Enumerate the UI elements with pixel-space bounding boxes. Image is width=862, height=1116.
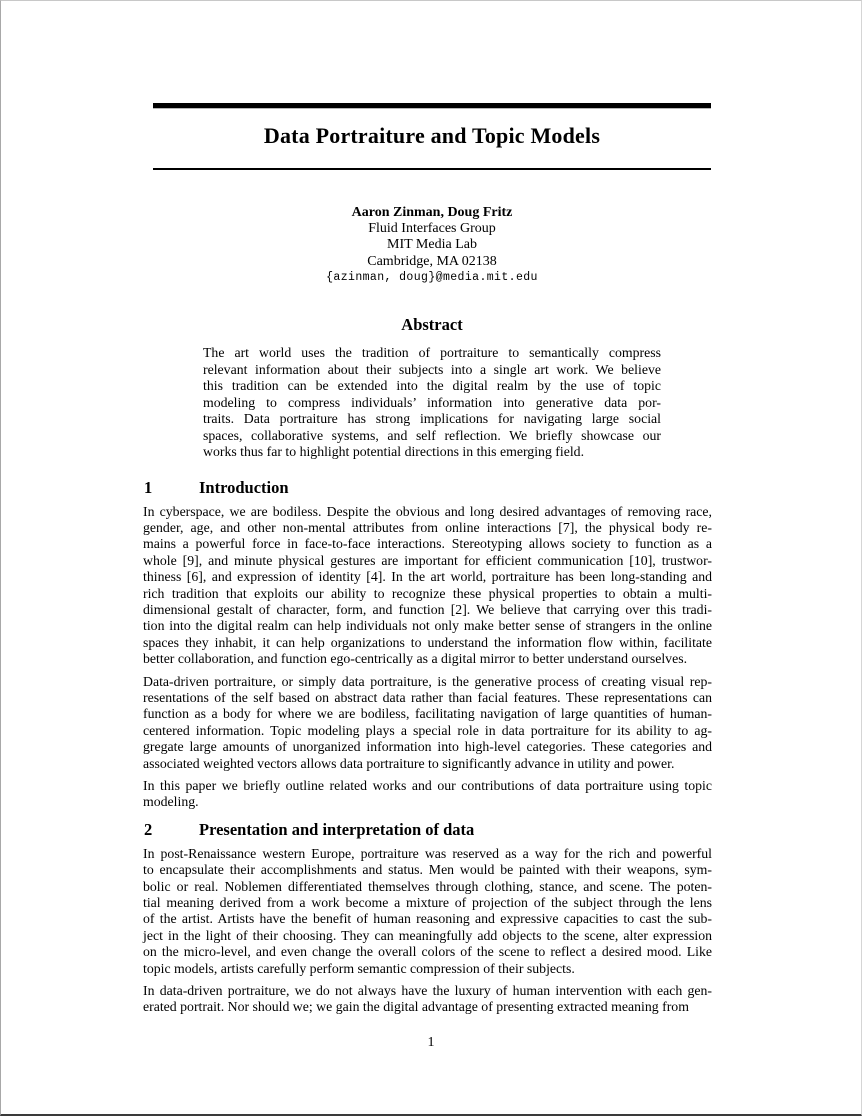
page-number: 1	[427, 1035, 435, 1050]
title-rule-bottom	[153, 168, 711, 170]
text-line: spaces they inhabit, it can help organizations to understand the information flow within, facilitate	[143, 634, 712, 650]
abstract-heading: Abstract	[401, 315, 463, 335]
text-line: on the micro-level, and even change the overall colors of the scene to reflect a desired mood. Like	[143, 944, 712, 960]
text-line: The art world uses the tradition of portraiture to semantically compress	[203, 345, 661, 361]
paper-title: Data Portraiture and Topic Models	[263, 123, 601, 148]
text-line: associated weighted vectors allows data portraiture to significantly advance in utility and power.	[143, 755, 675, 771]
section-1-heading	[144, 478, 712, 498]
paragraph	[143, 983, 712, 1016]
text-line: Data-driven portraiture, or simply data portraiture, is the generative process of creating visual rep-	[143, 673, 712, 689]
text-line: In this paper we briefly outline related works and our contributions of data portraiture using topic	[143, 778, 712, 794]
text-line: whole [9], and minute physical gestures are important for efficient communication [10], trustwor-	[143, 552, 712, 568]
text-column	[143, 1, 712, 1016]
text-line: of the artist. Artists have the benefit of human reasoning and expressive capacities to cast the sub-	[143, 911, 712, 927]
text-line: tion into the digital realm can help individuals not only make better sense of strangers in the online	[143, 618, 712, 634]
author-email: {azinman, doug}@media.mit.edu	[326, 270, 538, 284]
text-line: works thus far to highlight potential directions in this emerging field.	[203, 444, 585, 460]
text-line: this tradition can be extended into the digital realm by the use of topic	[203, 378, 661, 394]
section-2-title: Presentation and interpretation of data	[199, 819, 475, 839]
section-1-number: 1	[144, 477, 153, 497]
text-line: erated portrait. Nor should we; we gain the digital advantage of presenting extracted meaning from	[143, 999, 689, 1015]
text-line: In post-Renaissance western Europe, portraiture was reserved as a way for the rich and powerful	[143, 845, 712, 861]
text-line: mains a powerful force in face-to-face interactions. Stereotyping allows society to function as a	[143, 536, 712, 552]
text-line: function as a body for where we are bodiless, facilitating navigation of large quantities of human-	[143, 706, 712, 722]
text-line: dimensional gestalt of character, form, and function [2]. We believe that carrying over this tradi-	[143, 601, 712, 617]
affiliation-line-city: Cambridge, MA 02138	[367, 253, 497, 269]
paragraph	[143, 504, 712, 668]
text-line: topic models, artists carefully perform semantic compression of their subjects.	[143, 960, 575, 976]
section-1-title: Introduction	[199, 477, 289, 497]
paragraph	[143, 778, 712, 811]
text-line: tial meaning derived from a work become a mixture of projection of the subject through the lens	[143, 895, 712, 911]
paragraph	[143, 846, 712, 977]
text-line: centered information. Topic modeling plays a special role in data portraiture for its ability to ag-	[143, 722, 712, 738]
affiliation-line-group: Fluid Interfaces Group	[368, 221, 496, 237]
text-line: thiness [6], and expression of identity [4]. In the art world, portraiture has been long-standing and	[143, 569, 712, 585]
text-line: better collaboration, and function ego-centrically as a digital mirror to better understand ourselves.	[143, 651, 688, 667]
text-line: In data-driven portraiture, we do not always have the luxury of human intervention with each gen-	[143, 983, 712, 999]
title-rule-top	[153, 103, 711, 109]
text-line: modeling to compress individuals’ information into generative data por-	[203, 394, 661, 410]
text-line: rich tradition that exploits our ability to recognize these physical properties to obtain a multi-	[143, 585, 712, 601]
text-line: to encapsulate their accomplishments and status. Men would be painted with their weapons, sym-	[143, 862, 712, 878]
section-2-heading	[144, 820, 712, 840]
affiliation-line-lab: MIT Media Lab	[387, 237, 477, 253]
text-line: ject in the light of their choosing. They can meaningfully add objects to the scene, alter expression	[143, 927, 712, 943]
author-names: Aaron Zinman, Doug Fritz	[351, 205, 513, 220]
section-2-number: 2	[144, 819, 153, 839]
text-line: gender, age, and other non-mental attributes from online interactions [7], the physical body re-	[143, 519, 712, 535]
text-line: traits. Data portraiture has strong implications for navigating large social	[203, 411, 661, 427]
abstract-text	[203, 345, 661, 461]
text-line: spaces, collaborative systems, and self reflection. We briefly showcase our	[203, 427, 661, 443]
text-line: relevant information about their subjects into a single art work. We believe	[203, 361, 661, 377]
text-line: modeling.	[143, 794, 199, 810]
text-line: In cyberspace, we are bodiless. Despite the obvious and long desired advantages of removing race,	[143, 503, 712, 519]
author-block	[153, 205, 711, 286]
text-line: gregate large amounts of unorganized information into high-level categories. These categories and	[143, 739, 712, 755]
text-line: resentations of the self based on abstract data rather than facial features. These representations can	[143, 689, 712, 705]
text-line: bolic or real. Noblemen differentiated themselves through clothing, stance, and scene. The poten-	[143, 878, 712, 894]
paragraph	[143, 674, 712, 772]
